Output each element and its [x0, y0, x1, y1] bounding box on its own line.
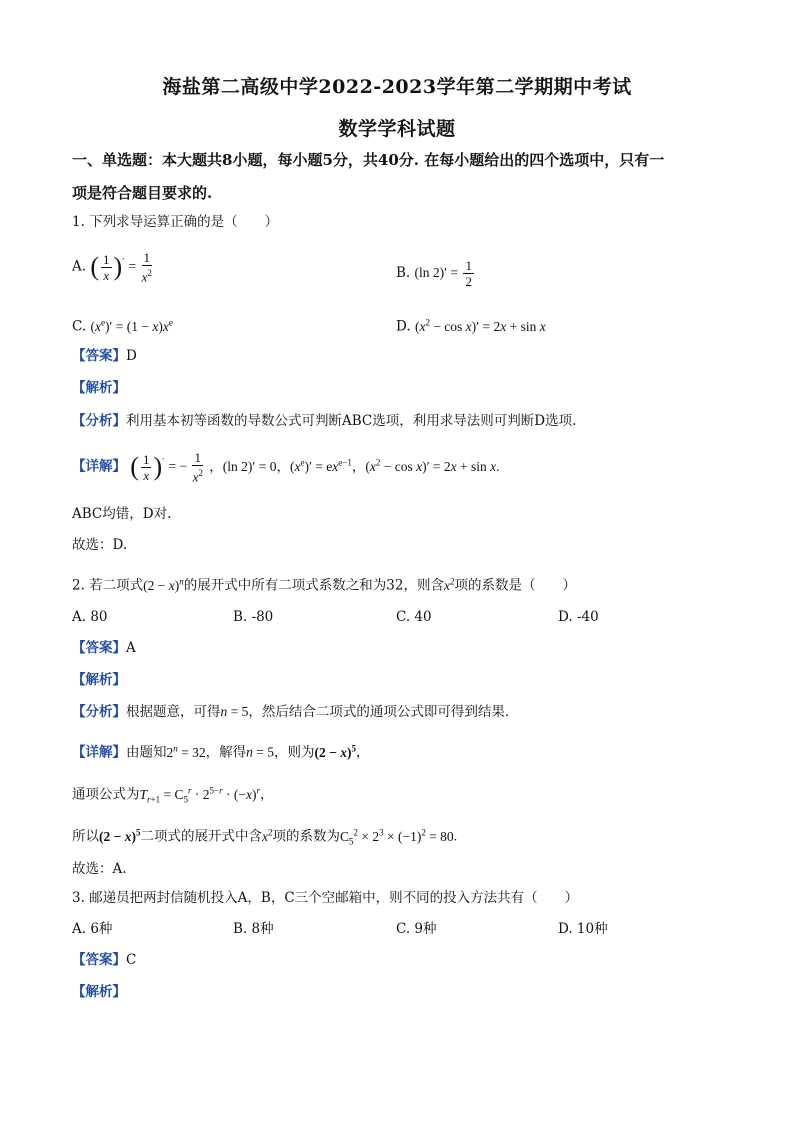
q3-jiexi: 【解析】 [72, 984, 126, 1000]
q1-a-label: A. [72, 258, 87, 275]
q1-jiexi: 【解析】 [72, 380, 126, 396]
q2-option-a: A. 80 [72, 609, 108, 625]
q2-option-b: B. -80 [233, 609, 274, 625]
q2-fenxi: 【分析】根据题意，可得n = 5，然后结合二项式的通项公式即可得到结果. [72, 704, 510, 720]
q2-tongxiang: 通项公式为$T_{r+1} = C_5^r \cdot 2^{5-r} \cdot (-x)^r$， [72, 785, 274, 805]
exam-title: 海盐第二高级中学2022-2023学年第二学期期中考试 [162, 76, 632, 98]
q1-d-label: D. [396, 318, 411, 335]
q2-option-d: D. -40 [558, 609, 599, 625]
q2-jiexi: 【解析】 [72, 672, 126, 688]
q3-option-a: A. 6种 [72, 921, 113, 937]
q1-stem: 1. 下列求导运算正确的是（ ） [72, 214, 279, 230]
q3-option-b: B. 8种 [233, 921, 274, 937]
q2-xiangjie: 【详解】由题知$2^n = 32$，解得n = 5，则为$(2 - x)^5$， [72, 743, 370, 761]
q1-answer: 【答案】D [72, 348, 137, 364]
q2-answer: 【答案】A [72, 640, 136, 656]
q3-option-d: D. 10种 [558, 921, 608, 937]
q1-xiangjie: 【详解】 ( $\frac{1}{x}$ )′ = − $\frac{1}{x^2}$ ，(ln 2)′ = 0，$(x^e)' = ex^{e-1}$，$(x^2 - \cos x)' = 2x + \sin x$. [72, 450, 500, 485]
q1-option-d: D. $(x^2 - \cos x)' = 2x + \sin x$ [396, 317, 546, 335]
section-heading: 一、单选题：本大题共8小题，每小题5分，共40分. 在每小题给出的四个选项中，只有一 [72, 151, 665, 169]
section-heading-cont: 项是符合题目要求的. [72, 184, 213, 202]
q1-option-b: B. (ln 2)′ = $\frac{1}{2}$ [396, 258, 472, 289]
q3-stem: 3. 邮递员把两封信随机投入A，B，C三个空邮箱中，则不同的投入方法共有（ ） [72, 890, 579, 906]
exam-subtitle: 数学学科试题 [338, 118, 456, 140]
q1-final: 故选：D. [72, 537, 128, 553]
q2-final: 故选：A. [72, 861, 127, 877]
q2-stem: 2. 若二项式$(2 - x)^n$的展开式中所有二项式系数之和为32，则含$x^2$项的系数是（ ） [72, 576, 576, 594]
q2-suoyi: 所以$(2 - x)^5$二项式的展开式中含$x^2$项的系数为$C_5^2 \times 2^3 \times (-1)^2 = 80$. [72, 827, 458, 847]
q1-option-a: A. ( $\frac{1}{x}$ )′ = $\frac{1}{x^2}$ [72, 250, 152, 285]
q3-answer: 【答案】C [72, 952, 137, 968]
q3-option-c: C. 9种 [396, 921, 437, 937]
q1-fenxi: 【分析】利用基本初等函数的导数公式可判断ABC选项，利用求导法则可判断D选项. [72, 413, 577, 429]
q2-option-c: C. 40 [396, 609, 432, 625]
q1-conclusion: ABC均错，D对. [72, 506, 172, 522]
q1-b-label: B. [396, 265, 411, 281]
q1-c-label: C. [72, 318, 87, 335]
q1-option-c: C. $(x^e)' = (1 - x)x^e$ [72, 317, 173, 335]
